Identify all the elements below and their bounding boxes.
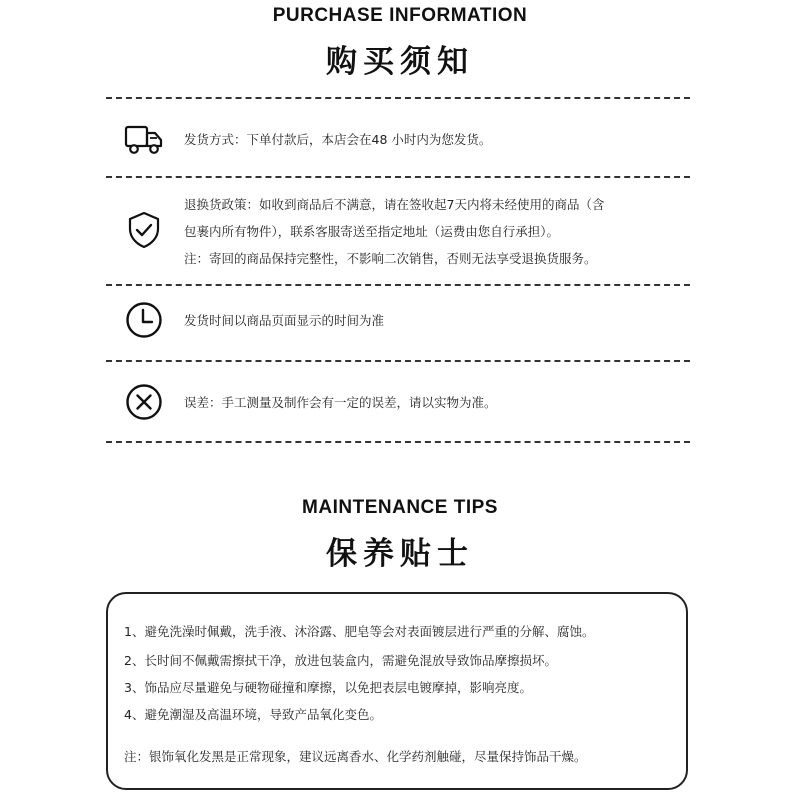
truck-icon (124, 120, 164, 160)
maintenance-tips-box (106, 592, 688, 790)
error-row (106, 362, 690, 442)
tip-item: 2、长时间不佩戴需擦拭干净，放进包装盒内，需避免混放导致饰品摩擦损坏。 (124, 653, 557, 668)
divider (106, 97, 690, 99)
clock-icon (124, 300, 164, 340)
error-text: 误差：手工测量及制作会有一定的误差，请以实物为准。 (184, 395, 497, 410)
shipping-time-row (106, 286, 690, 360)
x-circle-icon (124, 382, 164, 422)
tip-item: 1、避免洗澡时佩戴，洗手液、沐浴露、肥皂等会对表面镀层进行严重的分解、腐蚀。 (124, 624, 595, 639)
return-policy-row (106, 178, 690, 284)
divider (106, 441, 690, 443)
tip-item: 4、避免潮湿及高温环境，导致产品氧化变色。 (124, 707, 382, 722)
shipping-text: 发货方式：下单付款后，本店会在48 小时内为您发货。 (184, 132, 492, 147)
shield-check-icon (124, 210, 164, 250)
maintenance-title-cn: 保养贴士 (326, 536, 474, 572)
return-policy-line: 注：寄回的商品保持完整性，不影响二次销售，否则无法享受退换货服务。 (184, 251, 597, 266)
return-policy-line: 包裹内所有物件），联系客服寄送至指定地址（运费由您自行承担）。 (184, 224, 560, 239)
tip-item: 3、饰品应尽量避免与硬物碰撞和摩擦，以免把表层电镀摩掉，影响亮度。 (124, 680, 532, 695)
shipping-row (106, 100, 690, 176)
maintenance-title-en: MAINTENANCE TIPS (302, 497, 498, 518)
return-policy-line: 退换货政策：如收到商品后不满意，请在签收起7天内将未经使用的商品（含 (184, 197, 605, 212)
tip-note: 注：银饰氧化发黑是正常现象，建议远离香水、化学药剂触碰，尽量保持饰品干燥。 (124, 749, 587, 764)
purchase-title-cn: 购买须知 (326, 44, 474, 80)
purchase-title-en: PURCHASE INFORMATION (272, 5, 528, 26)
shipping-time-text: 发货时间以商品页面显示的时间为准 (184, 313, 385, 328)
